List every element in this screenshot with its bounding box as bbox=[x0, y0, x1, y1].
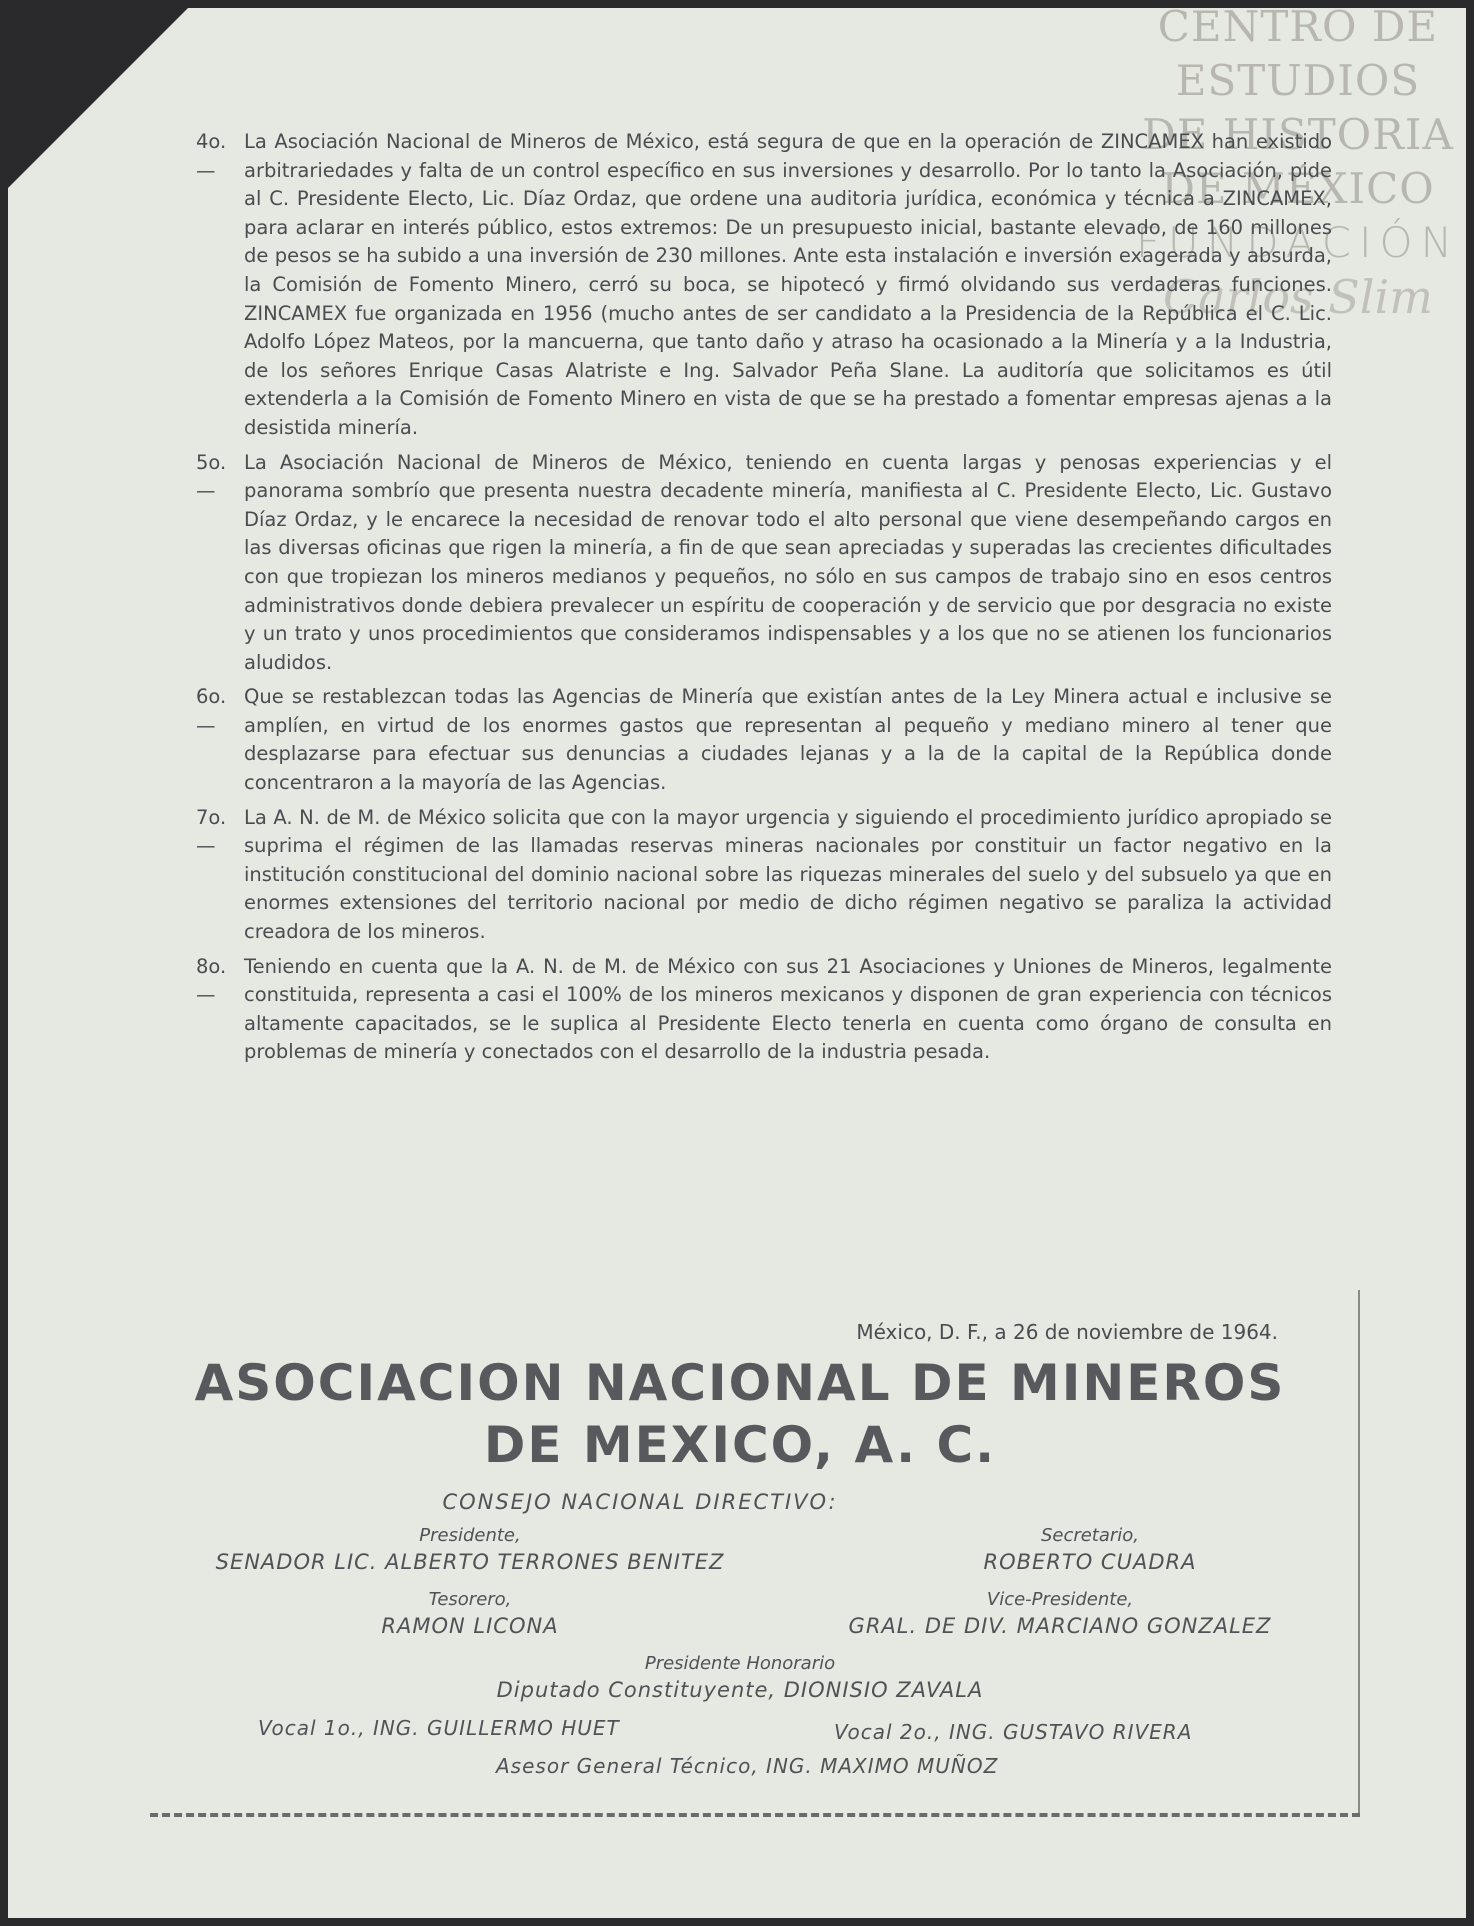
watermark-line: ESTUDIOS bbox=[1175, 56, 1421, 105]
officer-role: Secretario, bbox=[1040, 1525, 1140, 1546]
numbered-paragraph bbox=[196, 683, 1332, 797]
vocal-2: Vocal 2o., ING. GUSTAVO RIVERA bbox=[834, 1720, 1193, 1744]
bottom-rule bbox=[150, 1813, 1360, 1817]
paragraph-number: 5o.— bbox=[196, 450, 227, 503]
numbered-paragraph bbox=[196, 804, 1332, 947]
paragraph-number: 4o.— bbox=[196, 130, 227, 182]
organization-name: ASOCIACION NACIONAL DE MINEROS bbox=[194, 1354, 1286, 1412]
document-body bbox=[196, 128, 1332, 1073]
officer-name: Diputado Constituyente, DIONISIO ZAVALA bbox=[496, 1678, 984, 1702]
paragraph-text: La Asociación Nacional de Mineros de México, está segura de que en la operación de ZINCAMEX han existido arbitrariedades y falta de un control específico en sus inversiones y desarrollo. Por lo tanto la Asociación, pide al C. Presidente Electo, Lic. Díaz Ordaz, que ordene una auditoria jurídica, económica y técnica a ZINCAMEX, para aclarar en interés público, estos extremos: De un presupuesto inicial, bastante elevado, de 160 millones de pesos se ha subido a una inversión de 230 millones. Ante esta instalación e inversión exagerada y absurda, la Comisión de Fomento Minero, cerró su boca, se hipotecó y firmó olvidando sus verdaderas funciones. ZINCAMEX fue organizada en 1956 (mucho antes de ser candidato a la Presidencia de la República el C. Lic. Adolfo López Mateos, por la mancuerna, que tanto daño y atraso ha ocasionado a la Minería y a la Industria, de los señores Enrique Casas Alatriste e Ing. Salvador Peña Slane. La auditoría que solicitamos es útil extenderla a la Comisión de Fomento Minero en vista de que se ha prestado a fomentar empresas ajenas a la desistida minería. bbox=[244, 130, 1332, 439]
officer-role: Presidente, bbox=[419, 1525, 521, 1546]
officer-role: Tesorero, bbox=[428, 1589, 512, 1610]
officer-role: Presidente Honorario bbox=[644, 1653, 836, 1674]
numbered-paragraph bbox=[196, 128, 1332, 443]
organization-name-line2: DE MEXICO, A. C. bbox=[483, 1416, 997, 1474]
paragraph-text: La A. N. de M. de México solicita que con la mayor urgencia y siguiendo el procedimiento jurídico apropiado se suprima el régimen de las llamadas reservas mineras nacionales por constituir un factor negativo en la institución constitucional del dominio nacional sobre las riquezas minerales del suelo y del subsuelo ya que en enormes extensiones del territorio nacional por medio de dicho régimen negativo se paraliza la actividad creadora de los mineros. bbox=[244, 805, 1332, 944]
border-rule bbox=[1358, 1290, 1360, 1816]
numbered-paragraph bbox=[196, 449, 1332, 678]
watermark-line: DE MÉXICO bbox=[1161, 164, 1435, 213]
watermark-line: FUNDACIÓN bbox=[1135, 218, 1460, 267]
officer-role: Vice-Presidente, bbox=[986, 1589, 1134, 1610]
officer-president bbox=[150, 1524, 790, 1576]
officer-honorary-president bbox=[420, 1652, 1060, 1704]
paragraph-number: 6o.— bbox=[196, 685, 227, 737]
paragraph-number: 7o.— bbox=[196, 805, 227, 858]
officer-secretary bbox=[880, 1524, 1300, 1576]
officer-name: GRAL. DE DIV. MARCIANO GONZALEZ bbox=[848, 1614, 1272, 1638]
paragraph-number: 8o.— bbox=[196, 954, 227, 1007]
numbered-paragraph bbox=[196, 953, 1332, 1067]
paragraph-text: Que se restablezcan todas las Agencias de Minería que existían antes de la Ley Minera actual e inclusive se amplíen, en virtud de los enormes gastos que representan al pequeño y mediano minero al tener que desplazarse para efectuar sus denuncias a ciudades lejanas y a la de la capital de la República donde concentraron a la mayoría de las Agencias. bbox=[244, 685, 1332, 795]
officer-name: SENADOR LIC. ALBERTO TERRONES BENITEZ bbox=[215, 1550, 725, 1574]
officer-vice-president bbox=[780, 1588, 1340, 1640]
officer-treasurer bbox=[300, 1588, 640, 1640]
officer-name: RAMON LICONA bbox=[381, 1614, 559, 1638]
vocal-1: Vocal 1o., ING. GUILLERMO HUET bbox=[258, 1716, 620, 1740]
technical-advisor: Asesor General Técnico, ING. MAXIMO MUÑOZ bbox=[496, 1754, 999, 1778]
council-title: CONSEJO NACIONAL DIRECTIVO: bbox=[442, 1490, 838, 1514]
date-line: México, D. F., a 26 de noviembre de 1964. bbox=[856, 1320, 1278, 1344]
watermark-line: DE HISTORIA bbox=[1142, 110, 1454, 159]
paragraph-text: La Asociación Nacional de Mineros de México, teniendo en cuenta largas y penosas experiencias y el panorama sombrío que presenta nuestra decadente minería, manifiesta al C. Presidente Electo, Lic. Gustavo Díaz Ordaz, y le encarece la necesidad de renovar todo el alto personal que viene desempeñando cargos en las diversas oficinas que rigen la minería, a fin de que sean apreciadas y superadas las crecientes dificultades con que tropiezan los mineros medianos y pequeños, no sólo en sus campos de trabajo sino en esos centros administrativos donde debiera prevalecer un espíritu de cooperación y de servicio que por desgracia no existe y un trato y unos procedimientos que consideramos indispensables y a los que no se atienen los funcionarios aludidos. bbox=[244, 450, 1332, 674]
officer-name: ROBERTO CUADRA bbox=[983, 1550, 1197, 1574]
paragraph-text: Teniendo en cuenta que la A. N. de M. de México con sus 21 Asociaciones y Uniones de Mineros, legalmente constituida, representa a casi el 100% de los mineros mexicanos y disponen de gran experiencia con técnicos altamente capacitados, se le suplica al Presidente Electo tenerla en cuenta como órgano de consulta en problemas de minería y conectados con el desarrollo de la industria pesada. bbox=[244, 954, 1332, 1064]
watermark-signature: Carlos Slim bbox=[1163, 270, 1433, 324]
watermark-line: CENTRO DE bbox=[1157, 2, 1439, 51]
